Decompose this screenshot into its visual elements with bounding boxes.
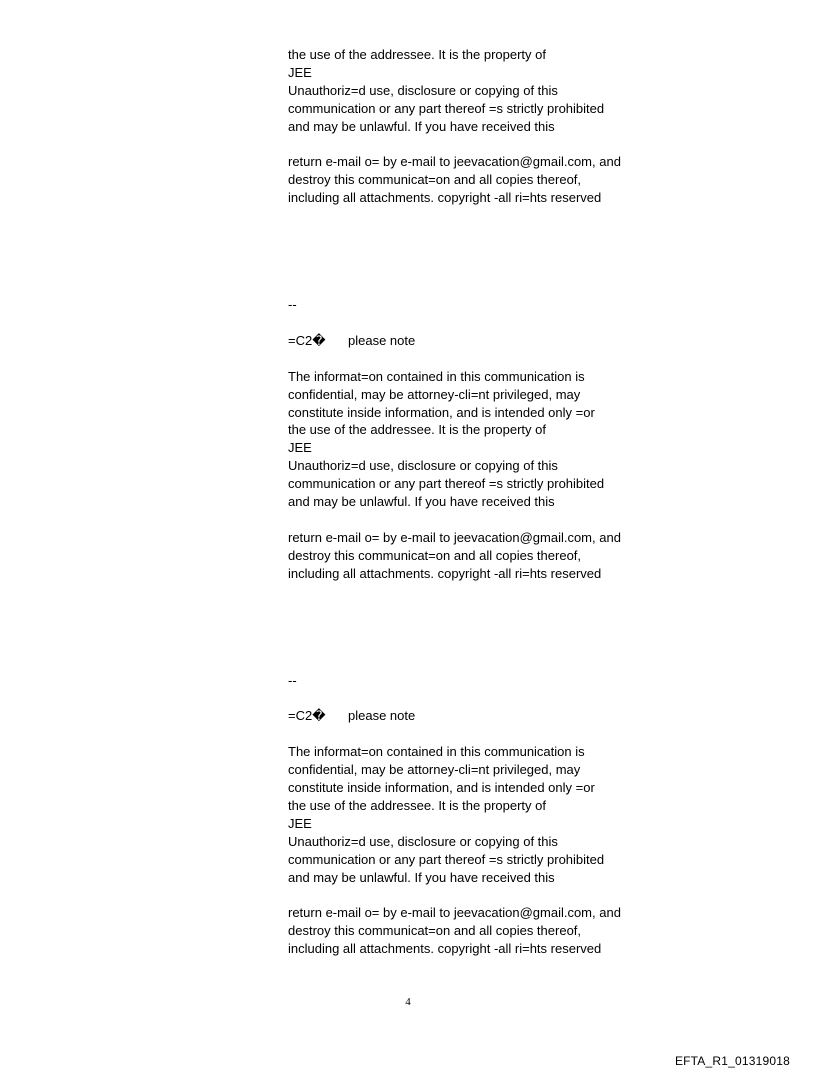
body-line: destroy this communicat=on and all copies thereof,: [288, 923, 582, 939]
body-line: the use of the addressee. It is the property of: [288, 422, 546, 438]
body-line: including all attachments. copyright -all ri=hts reserved: [288, 565, 602, 581]
body-line: Unauthoriz=d use, disclosure or copying of this: [288, 833, 558, 849]
separator: --: [288, 672, 297, 688]
note-label: please note: [348, 708, 416, 724]
body-line: constitute inside information, and is intended only =or: [288, 404, 595, 420]
body-line: including all attachments. copyright -all ri=hts reserved: [288, 190, 602, 206]
body-line: return e-mail o= by e-mail to jeevacation@gmail.com, and: [288, 905, 621, 921]
body-line: including all attachments. copyright -all ri=hts reserved: [288, 941, 602, 957]
disclaimer-block-3: [288, 672, 668, 958]
body-line: and may be unlawful. If you have received this: [288, 118, 555, 134]
disclaimer-block-1: [288, 46, 668, 207]
body-line: Unauthoriz=d use, disclosure or copying of this: [288, 458, 558, 474]
body-line: and may be unlawful. If you have received this: [288, 494, 555, 510]
body-line: communication or any part thereof =s strictly prohibited: [288, 100, 605, 116]
body-line: communication or any part thereof =s strictly prohibited: [288, 476, 605, 492]
body-line: JEE: [288, 64, 312, 80]
email-body: [288, 46, 668, 958]
body-line: confidential, may be attorney-cli=nt privileged, may: [288, 386, 581, 402]
note-heading: [288, 707, 668, 725]
body-line: the use of the addressee. It is the property of: [288, 797, 546, 813]
body-line: Unauthoriz=d use, disclosure or copying of this: [288, 82, 558, 98]
body-line: destroy this communicat=on and all copies thereof,: [288, 172, 582, 188]
body-line: the use of the addressee. It is the property of: [288, 47, 546, 62]
body-line: communication or any part thereof =s strictly prohibited: [288, 851, 605, 867]
separator: --: [288, 297, 297, 313]
body-line: The informat=on contained in this communication is: [288, 744, 585, 760]
body-line: and may be unlawful. If you have received this: [288, 869, 555, 885]
note-label: please note: [348, 332, 416, 348]
note-heading: [288, 332, 668, 350]
body-line: constitute inside information, and is intended only =or: [288, 780, 595, 795]
encoded-char: =C2�: [288, 332, 326, 348]
encoded-char: =C2�: [288, 708, 326, 724]
body-line: destroy this communicat=on and all copies thereof,: [288, 547, 582, 563]
body-line: JEE: [288, 440, 312, 456]
document-id: EFTA_R1_01319018: [674, 1054, 790, 1068]
body-line: JEE: [288, 815, 312, 831]
page-number: 4: [405, 996, 411, 1008]
body-line: return e-mail o= by e-mail to jeevacation@gmail.com, and: [288, 154, 621, 170]
body-line: The informat=on contained in this communication is: [288, 368, 585, 384]
body-line: return e-mail o= by e-mail to jeevacation@gmail.com, and: [288, 529, 621, 545]
disclaimer-block-2: [288, 296, 668, 582]
body-line: confidential, may be attorney-cli=nt privileged, may: [288, 762, 581, 778]
